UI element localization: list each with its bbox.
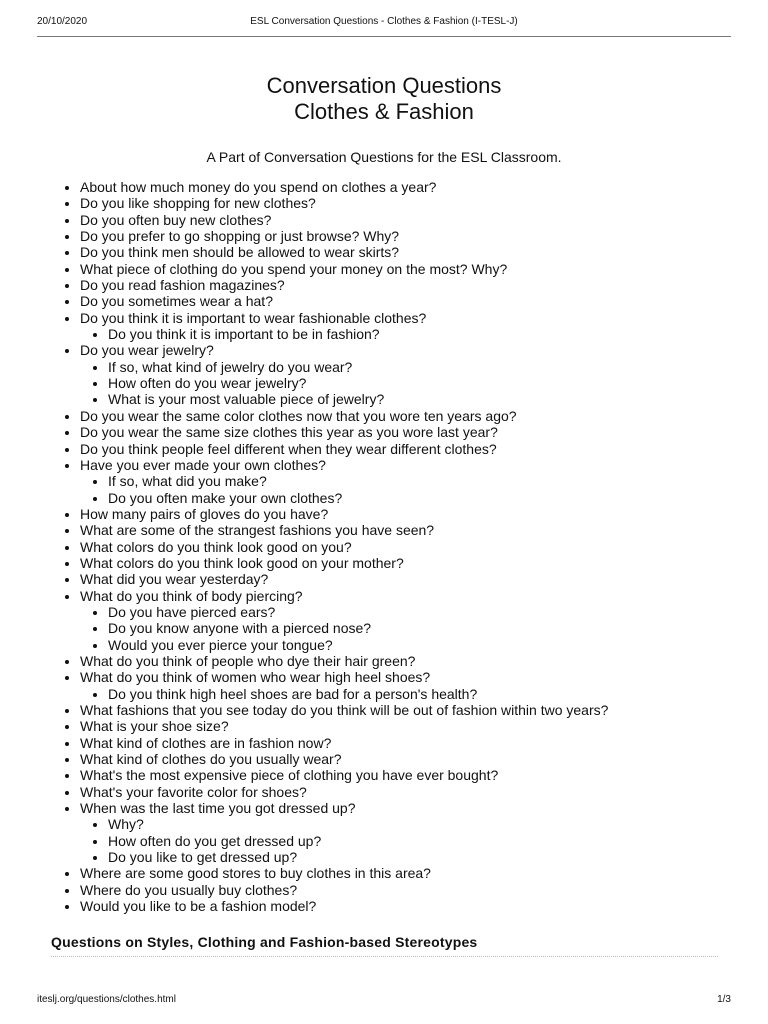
question-text: What kind of clothes are in fashion now? [80, 734, 332, 751]
question-item [80, 522, 608, 538]
question-text: Where are some good stores to buy clothes in this area? [80, 865, 431, 882]
question-text: Do you wear the same color clothes now that you wore ten years ago? [80, 407, 517, 424]
question-item [80, 293, 608, 309]
question-item [80, 179, 608, 195]
sub-question-item: • What is your most valuable piece of jewelry? [108, 391, 608, 407]
question-item [80, 898, 608, 914]
question-item [80, 457, 608, 506]
sub-question-item: • Do you know anyone with a pierced nose? [108, 620, 608, 636]
question-item [80, 244, 608, 260]
question-text: About how much money do you spend on clothes a year? [80, 179, 437, 195]
question-text: What's your favorite color for shoes? [80, 783, 307, 800]
question-item [80, 441, 608, 457]
question-text: What colors do you think look good on you? [80, 538, 352, 555]
question-item [80, 767, 608, 783]
sub-question-item: • If so, what kind of jewelry do you wear? [108, 359, 608, 375]
question-text: Do you sometimes wear a hat? [80, 293, 273, 310]
question-item [80, 735, 608, 751]
footer-url: iteslj.org/questions/clothes.html [37, 994, 176, 1005]
question-text: Have you ever made your own clothes? [80, 456, 326, 473]
question-item [80, 195, 608, 211]
question-item [80, 882, 608, 898]
question-text: Do you wear the same size clothes this year as you wore last year? [80, 424, 498, 441]
question-text: What are some of the strangest fashions you have seen? [80, 522, 435, 539]
sub-question-item: • Do you have pierced ears? [108, 604, 608, 620]
sub-question-list [80, 816, 608, 865]
section-heading: Questions on Styles, Clothing and Fashion-based Stereotypes [51, 934, 478, 950]
sub-question-item: • Do you often make your own clothes? [108, 490, 608, 506]
sub-question-list [80, 473, 608, 506]
question-item [80, 669, 608, 702]
question-text: Do you often buy new clothes? [80, 211, 272, 228]
sub-question-item: • Why? [108, 816, 608, 832]
question-text: Do you think it is important to wear fashionable clothes? [80, 309, 427, 326]
question-item [80, 408, 608, 424]
question-text: Do you think men should be allowed to wear skirts? [80, 244, 400, 261]
question-item [80, 555, 608, 571]
question-text: Do you like shopping for new clothes? [80, 195, 316, 212]
sub-question-list [80, 359, 608, 408]
question-item [80, 800, 608, 865]
sub-question-item: • Would you ever pierce your tongue? [108, 637, 608, 653]
question-item [80, 277, 608, 293]
question-item [80, 571, 608, 587]
question-text: Would you like to be a fashion model? [80, 898, 317, 915]
header-divider [37, 36, 731, 37]
question-text: What did you wear yesterday? [80, 571, 269, 588]
question-text: What is your shoe size? [80, 718, 229, 735]
question-text: What fashions that you see today do you think will be out of fashion within two years? [80, 702, 609, 718]
sub-question-list [80, 686, 608, 702]
page-subtitle: A Part of Conversation Questions for the ESL Classroom. [206, 149, 562, 165]
question-text: Do you think people feel different when they wear different clothes? [80, 440, 497, 457]
sub-question-item: • How often do you get dressed up? [108, 833, 608, 849]
question-item [80, 539, 608, 555]
question-item [80, 506, 608, 522]
question-item [80, 784, 608, 800]
print-header-title: ESL Conversation Questions - Clothes & Fashion (I-TESL-J) [250, 16, 518, 27]
question-item [80, 342, 608, 407]
question-text: What piece of clothing do you spend your money on the most? Why? [80, 260, 508, 277]
sub-question-list [80, 326, 608, 342]
sub-question-item: • Do you think it is important to be in fashion? [108, 326, 608, 342]
question-text: How many pairs of gloves do you have? [80, 505, 329, 522]
section-divider [51, 956, 718, 957]
question-item [80, 310, 608, 343]
sub-question-list [80, 604, 608, 653]
print-date: 20/10/2020 [37, 16, 88, 27]
question-text: What do you think of people who dye their hair green? [80, 652, 416, 669]
question-text: What do you think of women who wear high heel shoes? [80, 669, 431, 686]
page-title-line-2: Clothes & Fashion [294, 99, 474, 124]
question-text: What's the most expensive piece of clothing you have ever bought? [80, 767, 499, 784]
question-text: What do you think of body piercing? [80, 587, 303, 604]
question-item [80, 653, 608, 669]
question-text: When was the last time you got dressed up? [80, 800, 356, 817]
sub-question-item: • Do you think high heel shoes are bad for a person's health? [108, 686, 608, 702]
question-item [80, 718, 608, 734]
question-text: What kind of clothes do you usually wear? [80, 751, 342, 768]
page-title-line-1: Conversation Questions [266, 73, 502, 98]
question-item [80, 228, 608, 244]
question-list [62, 179, 608, 914]
page-title [0, 73, 768, 125]
question-item [80, 865, 608, 881]
sub-question-item: • How often do you wear jewelry? [108, 375, 608, 391]
question-item [80, 702, 608, 718]
question-text: Where do you usually buy clothes? [80, 881, 298, 898]
question-item [80, 588, 608, 653]
question-item [80, 261, 608, 277]
question-text: Do you prefer to go shopping or just browse? Why? [80, 228, 400, 245]
question-text: Do you wear jewelry? [80, 342, 214, 359]
question-item [80, 212, 608, 228]
sub-question-item: • If so, what did you make? [108, 473, 608, 489]
page-number: 1/3 [717, 994, 731, 1005]
sub-question-item: • Do you like to get dressed up? [108, 849, 608, 865]
question-item [80, 424, 608, 440]
question-item [80, 751, 608, 767]
question-text: What colors do you think look good on your mother? [80, 554, 404, 571]
question-text: Do you read fashion magazines? [80, 277, 285, 294]
